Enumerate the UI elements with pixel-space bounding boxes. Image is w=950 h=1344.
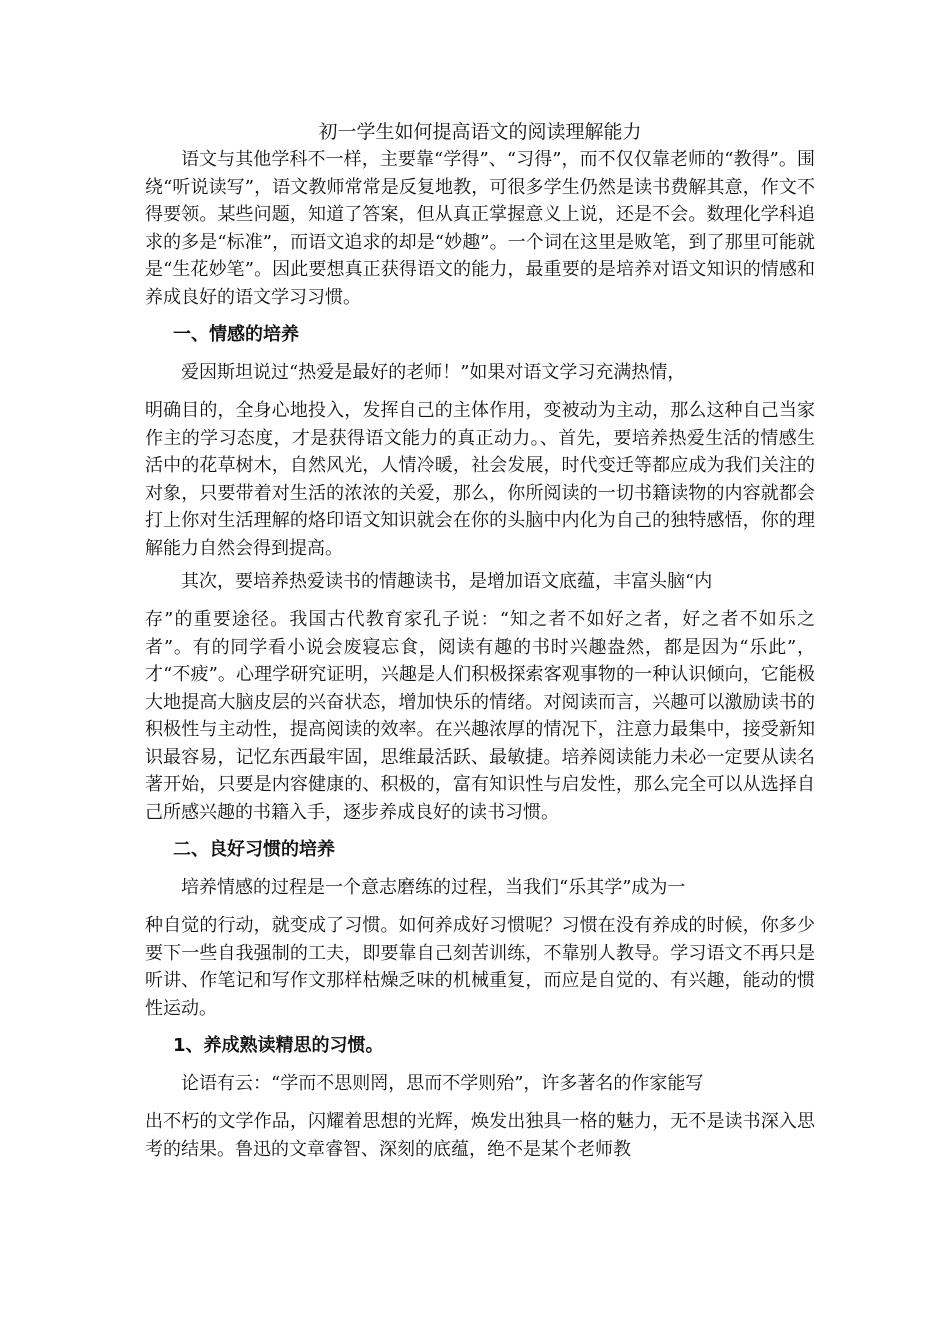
document-page bbox=[145, 118, 815, 1163]
paragraph-body: 明确目的，全身心地投入，发挥自己的主体作用，变被动为主动，那么这种自己当家作主的学习态度，才是获得语文能力的真正动力。、首先，要培养热爱生活的情感生活中的花草树木，自然风光，人情冷暖，社会发展，时代变迁等都应成为我们关注的对象，只要带着对生活的浓浓的关爱，那么，你所阅读的一切书籍读物的内容就都会打上你对生活理解的烙印语文知识就会在你的头脑中内化为自己的独特感悟，你的理解能力自然会得到提高。 bbox=[145, 400, 815, 559]
intro-paragraph: 语文与其他学科不一样，主要靠“学得”、“习得”，而不仅仅靠老师的“教得”。围绕“听说读写”，语文教师常常是反复地教，可很多学生仍然是读书费解其意，作文不得要领。某些问题，知道了答案，但从真正掌握意义上说，还是不会。数理化学科追求的多是“标准”，而语文追求的却是“妙趣”。一个词在这里是败笔，到了那里可能就是“生花妙笔”。因此要想真正获得语文的能力，最重要的是培养对语文知识的情感和养成良好的语文学习习惯。 bbox=[145, 149, 815, 308]
paragraph-first-line: 培养情感的过程是一个意志磨练的过程，当我们“乐其学”成为一 bbox=[181, 877, 686, 898]
paragraph-first-line: 爱因斯坦说过“热爱是最好的老师！”如果对语文学习充满热情， bbox=[181, 362, 686, 383]
section-heading-habits: 二、良好习惯的培养 bbox=[173, 839, 335, 860]
paragraph-body: 存”的重要途径。我国古代教育家孔子说：“知之者不如好之者，好之者不如乐之者”。有的同学看小说会废寝忘食，阅读有趣的书时兴趣盎然，都是因为“乐此”，才“不疲”。心理学研究证明，兴趣是人们积极探索客观事物的一种认识倾向，它能极大地提高大脑皮层的兴奋状态，增加快乐的情绪。对阅读而言，兴趣可以激励读书的积极性与主动性，提高阅读的效率。在兴趣浓厚的情况下，注意力最集中，接受新知识最容易，记忆东西最牢固，思维最活跃、最敏捷。培养阅读能力未必一定要从读名著开始，只要是内容健康的、积极的，富有知识性与启发性，那么完全可以从选择自己所感兴趣的书籍入手，逐步养成良好的读书习惯。 bbox=[145, 609, 815, 823]
paragraph-first-line: 其次，要培养热爱读书的情趣读书，是增加语文底蕴，丰富头脑“内 bbox=[181, 571, 713, 592]
section-heading-emotion: 一、情感的培养 bbox=[173, 324, 299, 345]
paragraph-body: 出不朽的文学作品，闪耀着思想的光辉，焕发出独具一格的魅力，无不是读书深入思考的结果。鲁迅的文章睿智、深刻的底蕴，绝不是某个老师教 bbox=[145, 1111, 815, 1160]
subsection-heading-reading: 1、养成熟读精思的习惯。 bbox=[173, 1035, 384, 1056]
paragraph-first-line: 论语有云：“学而不思则罔，思而不学则殆”，许多著名的作家能写 bbox=[181, 1073, 704, 1094]
paragraph-body: 种自觉的行动，就变成了习惯。如何养成好习惯呢？习惯在没有养成的时候，你多少要下一些自我强制的工夫，即要靠自己刻苦训练，不靠别人教导。学习语文不再只是听讲、作笔记和写作文那样枯燥乏味的机械重复，而应是自觉的、有兴趣，能动的惯性运动。 bbox=[145, 915, 815, 1019]
document-title: 初一学生如何提高语文的阅读理解能力 bbox=[318, 121, 642, 143]
